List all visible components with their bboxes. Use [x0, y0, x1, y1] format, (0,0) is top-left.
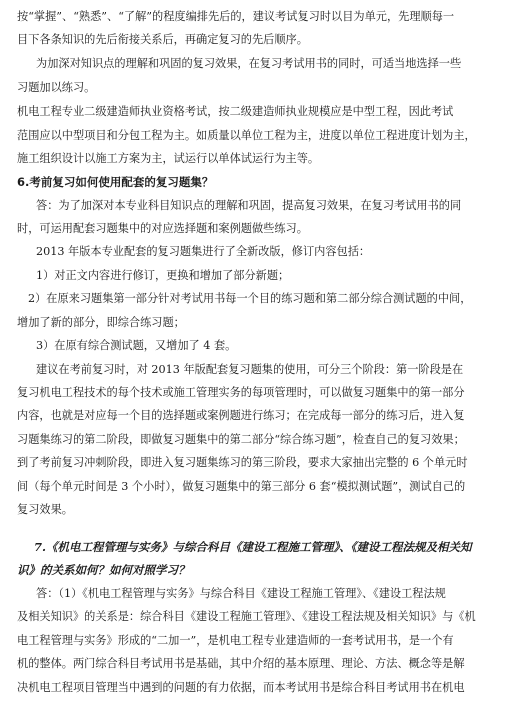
text-line: 内容，也就是对应每一个目的选择题或案例题进行练习；在完成每一部分的练习后，进入复	[17, 409, 465, 422]
text-line: 机电工程专业二级建造师执业资格考试，按二级建造师执业规模应是中型工程，因此考试	[17, 105, 454, 118]
list-item: 3）在原有综合测试题，又增加了 4 套。	[36, 339, 237, 352]
text-line: 间（每个单元时间是 3 个小时），做复习题集中的第三部分 6 套“模拟测试题”，测试自己的	[17, 480, 466, 493]
text-line: 电工程管理与实务》形成的“二加一”，是机电工程专业建造师的一套考试用书，是一个有	[17, 634, 454, 647]
text-line: 建议在考前复习时，对 2013 年版配套复习题集的使用，可分三个阶段：第一阶段是在	[36, 363, 464, 376]
text-line: 决机电工程项目管理当中遇到的问题的有力依据，而本考试用书是综合科目考试用书在机电	[17, 681, 465, 694]
text-line: 2013 年版本专业配套的复习题集进行了全新改版，修订内容包括：	[36, 245, 371, 258]
text-line: 到了考前复习冲刺阶段，即进入复习题集练习的第三阶段，要求大家抽出完整的 6 个单元时	[17, 456, 468, 469]
list-item: 2）在原来习题集第一部分针对考试用书每一个目的练习题和第二部分综合测试题的中间，	[28, 292, 472, 305]
text-line: 施工组织设计以施工方案为主，试运行以单体试运行为主等。	[17, 152, 320, 165]
question-heading-7: 7.《机电工程管理与实务》与综合科目《建设工程施工管理》、《建设工程法规及相关知	[34, 540, 472, 554]
text-line: 复习效果。	[17, 503, 73, 516]
text-line: 按“掌握”、“熟悉”、“了解”的程度编排先后的，建议考试复习时以目为单元，先理顺每一	[17, 10, 455, 23]
question-heading-6: 6.考前复习如何使用配套的复习题集？	[17, 175, 214, 189]
text-line: 答：（1）《机电工程管理与实务》与综合科目《建设工程施工管理》、《建设工程法规	[36, 587, 446, 600]
text-line: 为加深对知识点的理解和巩固的复习效果，在复习考试用书的同时，可适当地选择一些	[36, 57, 462, 70]
text-line: 时，可运用配套习题集中的对应选择题和案例题做些练习。	[17, 222, 308, 235]
text-line: 答：为了加深对本专业科目知识点的理解和巩固，提高复习效果，在复习考试用书的同	[36, 199, 462, 212]
text-line: 目下各条知识的先后衔接关系后，再确定复习的先后顺序。	[17, 33, 308, 46]
text-line: 机的整体。两门综合科目考试用书是基础，其中介绍的基本原理、理论、方法、概念等是解	[17, 657, 465, 670]
text-line: 复习机电工程技术的每个技术或施工管理实务的每项管理时，可以做复习题集中的第一部分	[17, 386, 465, 399]
text-line: 及相关知识》的关系是：综合科目《建设工程施工管理》、《建设工程法规及相关知识》与《机	[17, 610, 476, 623]
text-line: 习题加以练习。	[17, 81, 96, 94]
question-heading-7-cont: 识》的关系如何？如何对照学习？	[17, 563, 190, 577]
text-line: 增加了新的部分，即综合练习题；	[17, 316, 185, 329]
text-line: 范围应以中型项目和分包工程为主。如质量以单位工程为主，进度以单位工程进度计划为主，	[17, 129, 476, 142]
text-line: 习题集练习的第二阶段，即做复习题集中的第二部分“综合练习题”，检查自己的复习效果；	[17, 433, 465, 446]
list-item: 1）对正文内容进行修订，更换和增加了部分新题；	[36, 269, 290, 282]
